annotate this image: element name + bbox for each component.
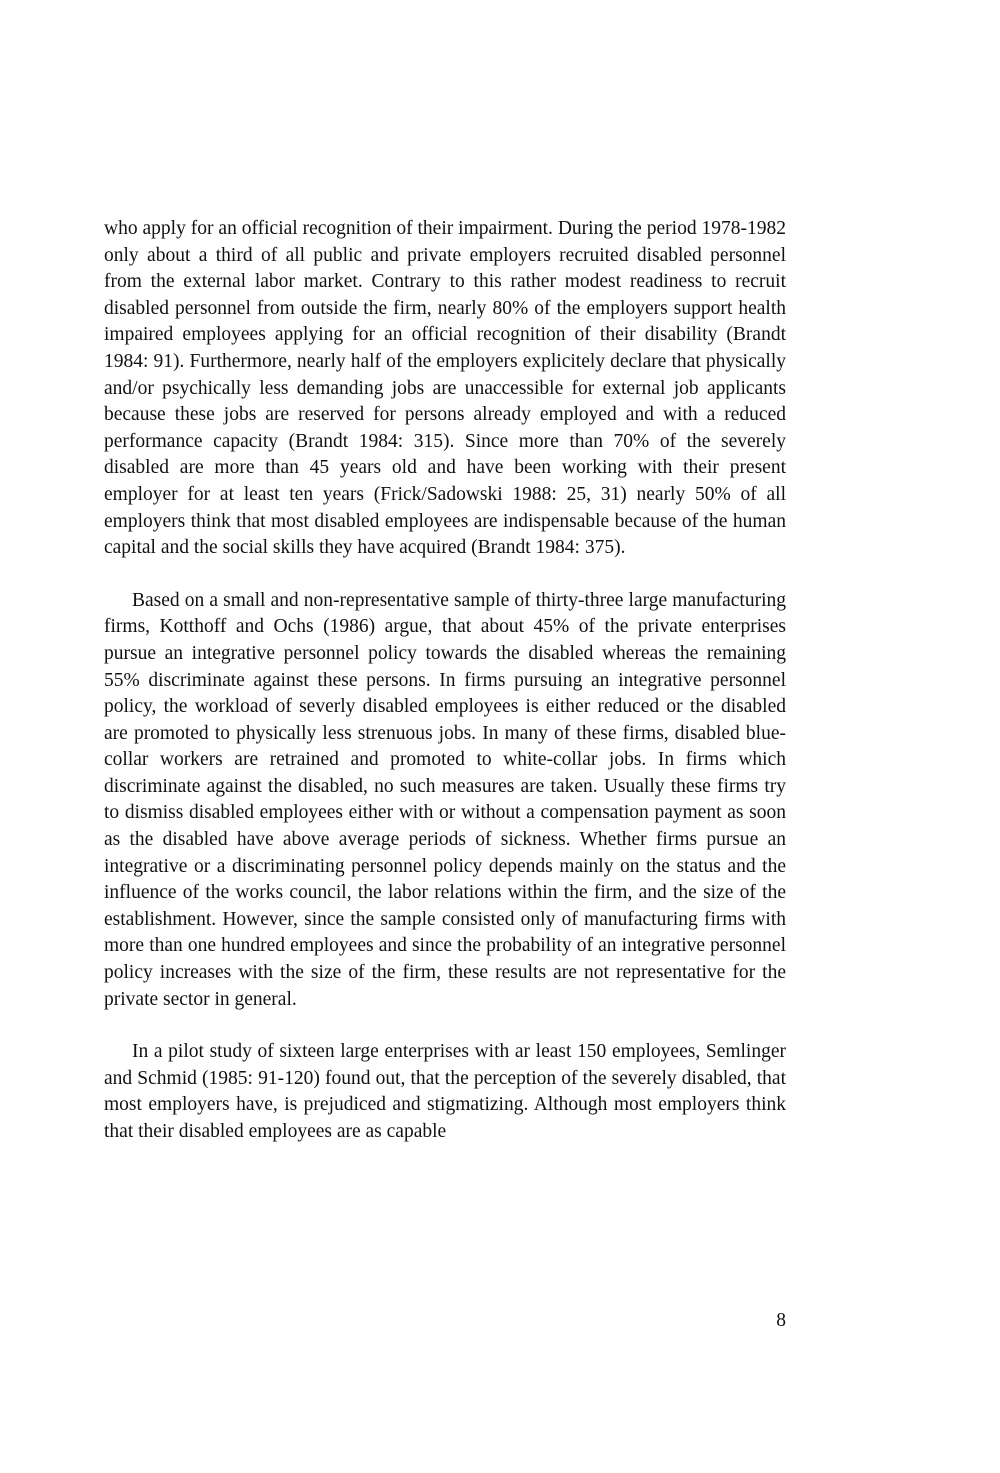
page-number: 8: [776, 1310, 786, 1331]
paragraph-pilot-study: In a pilot study of sixteen large enterprises with ar least 150 employees, Semlinger and Schmid (1985: 91-120) found out, that the perception of the severely disabled, that most employers have, is prejudiced and stigmatizing. Although most employers think that their disabled employees are as capable: [104, 1041, 786, 1142]
paragraph-kotthoff-ochs: Based on a small and non-representative sample of thirty-three large manufacturing firms, Kotthoff and Ochs (1986) argue, that about 45% of the private enterprises pursue an integrative personnel policy towards the disabled whereas the remaining 55% discriminate against these persons. In firms pursuing an integrative personnel policy, the workload of severly disabled employees is either reduced or the disabled are promoted to physically less strenuous jobs. In many of these firms, disabled blue-collar workers are retrained and promoted to white-collar jobs. In firms which discriminate against the disabled, no such measures are taken. Usually these firms try to dismiss disabled employees either with or without a compensation payment as soon as the disabled have above average periods of sickness. Whether firms pursue an integrative or a discriminating personnel policy depends mainly on the status and the influence of the works council, the labor relations within the firm, and the size of the establishment. However, since the sample consisted only of manufacturing firms with more than one hundred employees and since the probability of an integrative personnel policy increases with the size of the firm, these results are not representative for the private sector in general.: [104, 589, 786, 1010]
body-text: [104, 216, 786, 1146]
paragraph-continued: who apply for an official recognition of their impairment. During the period 1978-1982 only about a third of all public and private employers recruited disabled personnel from the external labor market. Contrary to this rather modest readiness to recruit disabled personnel from outside the firm, nearly 80% of the employers support health impaired employees applying for an official recognition of their disability (Brandt 1984: 91). Furthermore, nearly half of the employers explicitely declare that physically and/or psychically less demanding jobs are unaccessible for external job applicants because these jobs are reserved for persons already employed and with a reduced performance capacity (Brandt 1984: 315). Since more than 70% of the severely disabled are more than 45 years old and have been working with their present employer for at least ten years (Frick/Sadowski 1988: 25, 31) nearly 50% of all employers think that most disabled employees are indispensable because of the human capital and the social skills they have acquired (Brandt 1984: 375).: [104, 218, 786, 559]
